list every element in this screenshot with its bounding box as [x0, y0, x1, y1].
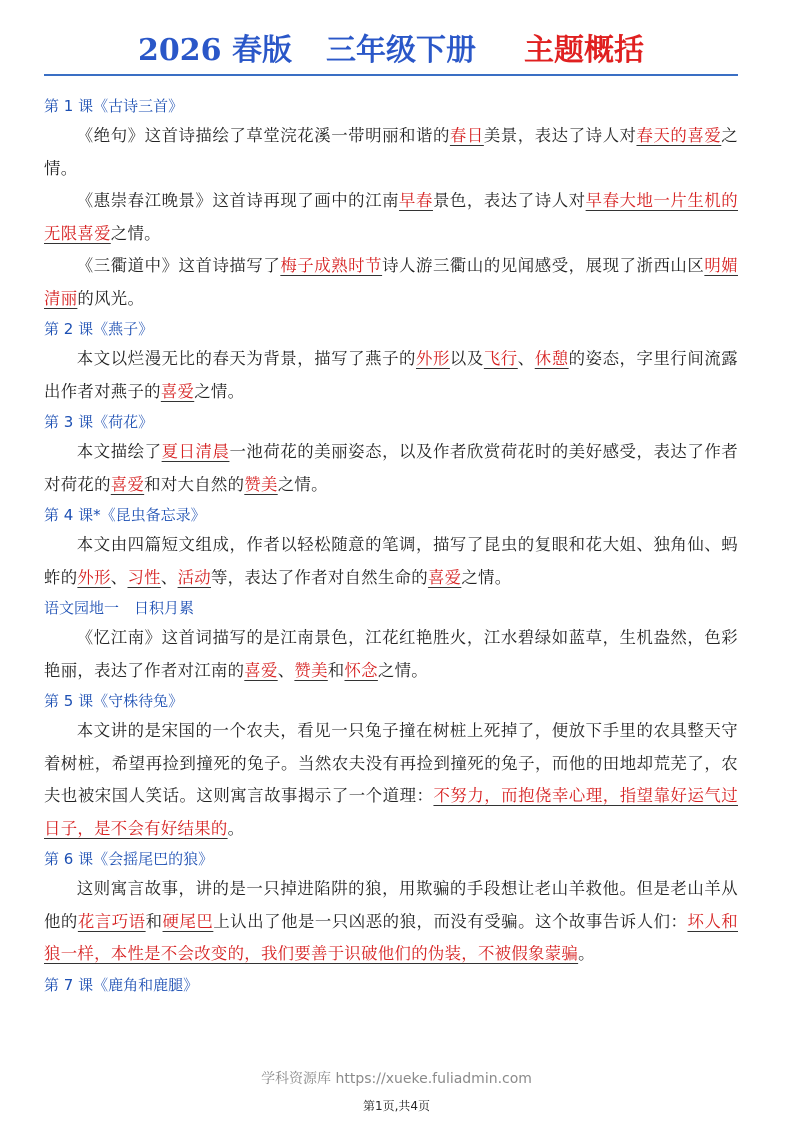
key-phrase: 梅子成熟时节: [280, 256, 383, 275]
summary-paragraph: [44, 120, 738, 185]
text-run: 《三衢道中》这首诗描写了: [76, 256, 281, 275]
text-run: 景色，表达了诗人对: [432, 191, 586, 210]
key-phrase: 春日: [449, 126, 484, 145]
lesson-heading: 第 1 课《古诗三首》: [44, 97, 184, 115]
key-phrase: 赞美: [294, 660, 328, 680]
text-run: 本文以烂漫无比的春天为背景，描写了燕子的: [76, 349, 416, 368]
key-phrase: 活动: [177, 567, 211, 587]
lesson-heading: 第 2 课《燕子》: [44, 320, 154, 338]
text-run: 。: [578, 944, 595, 963]
key-phrase: 喜爱: [110, 474, 145, 494]
text-run: 。: [227, 818, 245, 838]
text-run: 之情。: [461, 567, 512, 587]
text-run: 以及: [449, 349, 484, 368]
text-run: 、: [160, 567, 178, 587]
text-run: 一池荷花的美丽姿态，以及作者欣赏荷花时的美好感受，表达了作者对荷花的: [44, 442, 739, 494]
text-run: 之情。: [377, 660, 428, 680]
key-phrase: 怀念: [344, 660, 378, 680]
header-title-grade: 三年级下册: [325, 33, 476, 68]
key-phrase: 坏人和狼一样，本性是不会改变的，我们要善于识破他们的伪装，不被假象蒙骗: [44, 911, 738, 963]
key-phrase: 外形: [77, 567, 111, 587]
key-phrase: 早春: [399, 191, 433, 210]
key-phrase: 休憩: [534, 349, 569, 368]
text-run: 、: [110, 567, 128, 587]
lesson-heading: 第 6 课《会摇尾巴的狼》: [44, 850, 214, 868]
key-phrase: 喜爱: [160, 381, 195, 401]
document-body: [44, 92, 738, 999]
text-run: 本文讲的是宋国的一个农夫，看见一只兔子撞在树桩上死掉了，便放下手里的农具整天守着树桩，希望再捡到撞死的兔子。当然农夫没有再捡到撞死的兔子，而他的田地却荒芜了，农夫也被宋国人笑话。这则寓言故事揭示了一个道理：: [44, 721, 738, 805]
key-phrase: 喜爱: [244, 660, 278, 680]
lesson-heading: 第 5 课《守株待兔》: [44, 692, 184, 710]
text-run: 和: [145, 911, 163, 931]
text-run: 之情。: [194, 381, 245, 401]
summary-paragraph: [44, 715, 738, 845]
key-phrase: 春天的喜爱: [636, 126, 722, 145]
text-run: 之情。: [110, 223, 161, 243]
text-run: 《惠崇春江晚景》这首诗再现了画中的江南: [76, 191, 400, 210]
text-run: 之情。: [44, 126, 738, 178]
header-title-edition: 2026 春版: [138, 33, 292, 68]
key-phrase: 花言巧语: [77, 911, 146, 931]
text-run: 本文描绘了: [76, 442, 162, 461]
key-phrase: 习性: [127, 567, 161, 587]
summary-paragraph: [44, 873, 738, 971]
text-run: 《绝句》这首诗描绘了草堂浣花溪一带明丽和谐的: [76, 126, 450, 145]
text-run: 、: [277, 660, 295, 680]
summary-paragraph: [44, 436, 738, 501]
header-title-topic: 主题概括: [523, 33, 644, 68]
text-run: 本文由四篇短文组成，作者以轻松随意的笔调，描写了昆虫的复眼和花大姐、独角仙、蚂蚱的: [44, 535, 738, 587]
text-run: 的风光。: [77, 288, 145, 308]
key-phrase: 明媚清丽: [44, 256, 738, 308]
summary-paragraph: [44, 250, 738, 315]
key-phrase: 喜爱: [427, 567, 462, 587]
key-phrase: 夏日清晨: [161, 442, 230, 461]
lesson-heading: 第 7 课《鹿角和鹿腿》: [44, 975, 199, 994]
key-phrase: 不努力，而抱侥幸心理，指望靠好运气过日子，是不会有好结果的: [44, 786, 738, 838]
summary-paragraph: [44, 529, 738, 594]
text-run: 的姿态，字里行间流露出作者对燕子的: [44, 349, 738, 401]
key-phrase: 硬尾巴: [162, 911, 214, 931]
lesson-heading: 第 3 课《荷花》: [44, 413, 154, 431]
lesson-heading: 语文园地一 日积月累: [44, 599, 195, 617]
summary-paragraph: [44, 622, 738, 687]
text-run: 和: [327, 660, 345, 680]
lesson-heading: 第 4 课*《昆虫备忘录》: [44, 506, 206, 524]
text-run: 诗人游三衢山的见闻感受，展现了浙西山区: [382, 256, 705, 275]
page-header: [44, 30, 738, 76]
key-phrase: 赞美: [244, 474, 278, 494]
key-phrase: 早春大地一片生机的无限喜爱: [44, 191, 738, 243]
footer-watermark: 学科资源库 https://xueke.fuliadmin.com: [261, 1071, 532, 1087]
summary-paragraph: [44, 185, 738, 250]
text-run: 上认出了他是一只凶恶的狼，而没有受骗。这个故事告诉人们：: [213, 911, 688, 931]
text-run: 、: [517, 349, 535, 368]
text-run: 《忆江南》这首词描写的是江南景色，江花红艳胜火，江水碧绿如蓝草，生机盎然，色彩艳丽，表达了作者对江南的: [44, 628, 738, 680]
text-run: 美景，表达了诗人对: [483, 126, 637, 145]
text-run: 这则寓言故事，讲的是一只掉进陷阱的狼，用欺骗的手段想让老山羊救他。但是老山羊从他的: [44, 879, 738, 931]
text-run: 和对大自然的: [144, 474, 245, 494]
page-number: 第1页,共4页: [362, 1099, 431, 1113]
key-phrase: 外形: [416, 349, 450, 368]
text-run: 等，表达了作者对自然生命的: [210, 567, 428, 587]
summary-paragraph: [44, 343, 738, 408]
key-phrase: 飞行: [483, 349, 518, 368]
text-run: 之情。: [277, 474, 328, 494]
